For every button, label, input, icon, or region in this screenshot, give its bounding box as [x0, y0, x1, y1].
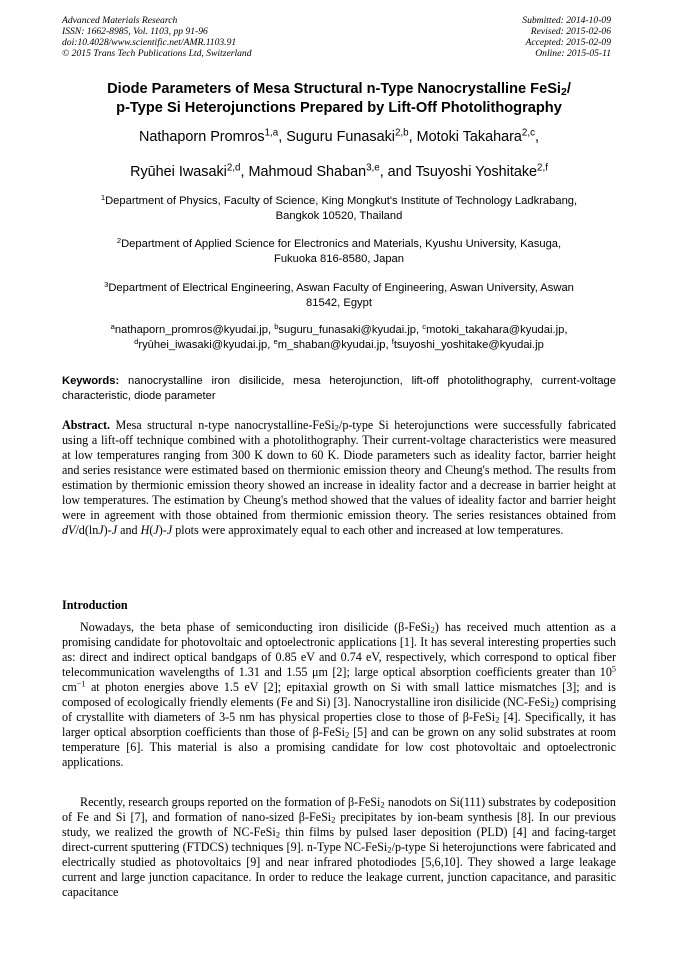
- author-name: Ryūhei Iwasaki: [130, 164, 227, 180]
- title-line-1: Diode Parameters of Mesa Structural n-Type Nanocrystalline FeSi$_2$/: [107, 81, 571, 99]
- affiliation-2: $^2$Department of Applied Science for Electronics and Materials, Kyushu University, Kasuga, Fukuoka 816-8580, Japan: [116, 235, 562, 265]
- email-link[interactable]: tsuyoshi_yoshitake@kyudai.jp: [393, 339, 544, 351]
- date-accepted: Accepted: 2015-02-09: [525, 37, 611, 48]
- author-line-2: Ryūhei Iwasaki$^{2,d}$, Mahmoud Shaban$^{3,e}$, and Tsuyoshi Yoshitake$^{2,f}$: [130, 162, 548, 180]
- date-revised: Revised: 2015-02-06: [530, 26, 611, 37]
- email-link[interactable]: ryūhei_iwasaki@kyudai.jp: [138, 339, 268, 351]
- author-name: Nathaporn Promros: [139, 129, 265, 145]
- author-line-1: Nathaporn Promros$^{1,a}$, Suguru Funasaki$^{2,b}$, Motoki Takahara$^{2,c}$,: [139, 127, 539, 145]
- author-marker: 2,b: [394, 127, 409, 139]
- affiliation-3: $^3$Department of Electrical Engineering, Aswan Faculty of Engineering, Aswan University, Aswan 81542, Egypt: [104, 279, 574, 309]
- keywords-label: Keywords:: [62, 375, 120, 387]
- email-link[interactable]: m_shaban@kyudai.jp: [277, 339, 386, 351]
- author-marker: 2,f: [537, 162, 548, 174]
- author-marker: 2,d: [226, 162, 241, 174]
- abstract-label: Abstract.: [62, 418, 111, 432]
- email-link[interactable]: nathaporn_promros@kyudai.jp: [114, 324, 268, 336]
- date-submitted: Submitted: 2014-10-09: [522, 15, 611, 26]
- journal-header-right: [522, 15, 611, 59]
- paper-title: [40, 80, 638, 118]
- abstract: Abstract. Mesa structural n-type nanocrystalline-FeSi$_2$/p-type Si heterojunctions were successfully fabricated using a lift-off technique combined with a photolithography. Their current-voltage characteristics were measured at low temperatures ranging from 300 K down to 60 K. Diode parameters such as ideality factor, barrier height and series resistance were estimated based on thermionic emission theory and Cheung's method. The results from estimation by thermionic emission theory showed an increase in ideality factor and a decrease in barrier height at low temperatures. The estimation by Cheung's method showed that the values of ideality factor and barrier height were in agreement with those obtained from thermionic emission theory. The series resistances obtained from dV/d(lnJ)-J and H(J)-J plots were approximately equal to each other and increased at low temperatures.: [62, 418, 616, 537]
- title-line-2: p-Type Si Heterojunctions Prepared by Lift-Off Photolithography: [116, 100, 562, 116]
- author-name: Tsuyoshi Yoshitake: [415, 164, 538, 180]
- email-link[interactable]: suguru_funasaki@kyudai.jp: [278, 324, 417, 336]
- intro-paragraph-2: Recently, research groups reported on the formation of β-FeSi$_2$ nanodots on Si(111) substrates by codeposition of Fe and Si [7], and formation of nano-sized β-FeSi$_2$ precipitates by ion-beam synthesis [8]. In our previous study, we realized the growth of NC-FeSi$_2$ thin films by pulsed laser deposition (PLD) [4] and facing-target direct-current sputtering (FTDCS) techniques [9]. n-Type NC-FeSi$_2$/p-type Si heterojunctions were fabricated and electrically studied as photovoltaics [9] and near infrared photodiodes [5,6,10]. They showed a large leakage current and large junction capacitance. In order to reduce the leakage current, junction capacitance, and parasitic capacitance: [62, 795, 616, 899]
- journal-copyright: © 2015 Trans Tech Publications Ltd, Switzerland: [62, 48, 252, 59]
- journal-doi: doi:10.4028/www.scientific.net/AMR.1103.91: [62, 37, 237, 48]
- intro-paragraph-1: Nowadays, the beta phase of semiconducting iron disilicide (β-FeSi$_2$) has received much attention as a promising candidate for photovoltaic and optoelectronic applications [1]. It has several interesting properties such as: direct and indirect optical bandgaps of 0.85 eV and 0.74 eV, respectively, which correspond to optical fiber telecommunication wavelengths of 1.31 and 1.55 μm [2]; large optical absorption coefficients greater than $10^5$ $cm^{-1}$ at photon energies above 1.5 eV [2]; epitaxial growth on Si with small lattice mismatches [3]; and is composed of ecologically friendly elements (Fe and Si) [3]. Nanocrystalline iron disilicide (NC-FeSi$_2$) comprising of crystallite with diameters of 3-5 nm has physical properties close to those of β-FeSi$_2$ [4]. Specifically, it has larger optical absorption coefficients than those of β-FeSi$_2$ [5] and can be grown on any solid substrates at room temperature [6]. This material is also a promising candidate for low cost photovoltaic and optoelectronic applications.: [62, 620, 616, 769]
- author-marker: 1,a: [264, 127, 279, 139]
- affiliation-1: $^1$Department of Physics, Faculty of Science, King Mongkut's Institute of Technology Ladkrabang, Bangkok 10520, Thailand: [100, 192, 578, 222]
- section-heading-introduction: Introduction: [62, 598, 128, 612]
- author-name: Suguru Funasaki: [286, 129, 395, 145]
- journal-issn: ISSN: 1662-8985, Vol. 1103, pp 91-96: [62, 26, 208, 37]
- journal-header-left: [62, 15, 252, 59]
- author-marker: 3,e: [366, 162, 380, 174]
- journal-name: Advanced Materials Research: [62, 15, 178, 26]
- email-link[interactable]: motoki_takahara@kyudai.jp: [426, 324, 565, 336]
- author-marker: 2,c: [521, 127, 535, 139]
- date-online: Online: 2015-05-11: [535, 48, 611, 59]
- author-name: Motoki Takahara: [416, 129, 522, 145]
- author-emails: $^a$nathaporn_promros@kyudai.jp, $^b$suguru_funasaki@kyudai.jp, $^c$motoki_takahara@kyudai.jp, $^d$ryūhei_iwasaki@kyudai.jp, $^e$m_shaban@kyudai.jp, $^f$tsuyoshi_yoshitake@kyudai.jp: [110, 321, 568, 351]
- keywords-text: nanocrystalline iron disilicide, mesa heterojunction, lift-off photolithography, current-voltage characteristic, diode parameter: [62, 375, 616, 402]
- keywords: [62, 374, 616, 404]
- author-name: Mahmoud Shaban: [248, 164, 367, 180]
